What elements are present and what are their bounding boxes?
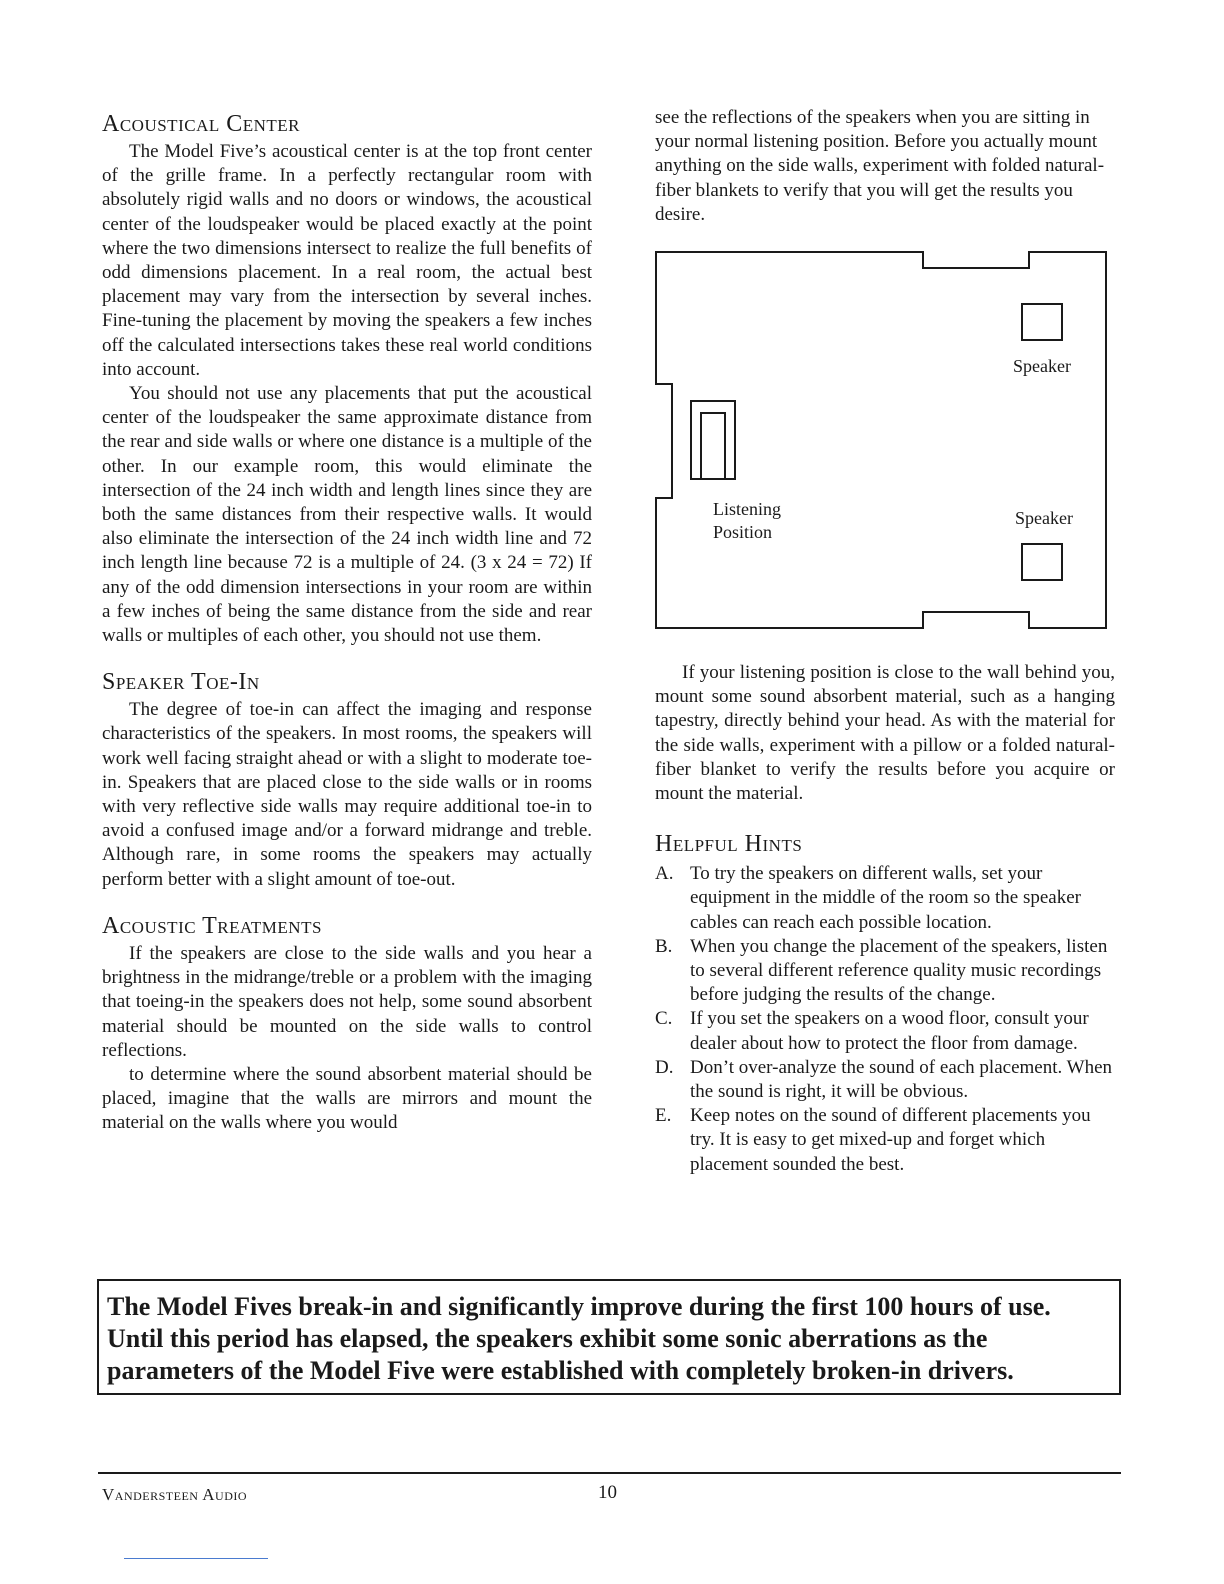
list-item-text: Keep notes on the sound of different placements you try. It is easy to get mixed-up and forget which placement sounded the best.: [690, 1105, 1091, 1175]
section-helpful-hints: [655, 830, 1115, 1177]
list-item-text: To try the speakers on different walls, set your equipment in the middle of the room so the speaker cables can reach each possible location.: [690, 863, 1081, 933]
door-top-shape: [922, 251, 1030, 269]
paragraph: to determine where the sound absorbent material should be placed, imagine that the walls are mirrors and mount the material on the walls where you would: [102, 1063, 592, 1134]
page-number: 10: [598, 1482, 617, 1503]
list-marker: E.: [655, 1105, 672, 1127]
left-column: [102, 110, 592, 1136]
paragraph: The Model Five’s acoustical center is at the top front center of the grille frame. In a perfectly rectangular room with absolutely rigid walls and no doors or windows, the acoustical center of the loudspeaker would be placed exactly at the point where the two dimensions intersect to realize the full benefits of odd dimensions placement. In a real room, the actual best placement may vary from the intersection by several inches. Fine-tuning the placement by moving the speakers a few inches off the calculated intersections takes these real world conditions into account.: [102, 141, 592, 380]
after-diagram-paragraph: If your listening position is close to the wall behind you, mount some sound absorbent material, such as a hanging tapestry, directly behind your head. As with the material for the side walls, experiment with a pillow or a folded natural-fiber blanket to verify the results before you acquire or mount the material.: [655, 662, 1115, 805]
section-acoustical-center: [102, 110, 592, 648]
section-speaker-toe-in: [102, 668, 592, 892]
speaker-top-label: Speaker: [1013, 356, 1071, 377]
section-acoustic-treatments: [102, 912, 592, 1136]
door-bottom-shape: [922, 611, 1030, 629]
list-item-text: Don’t over-analyze the sound of each placement. When the sound is right, it will be obvious.: [690, 1056, 1113, 1103]
heading-helpful-hints: Helpful Hints: [655, 831, 803, 858]
list-item: [655, 862, 1115, 935]
room-diagram: [655, 251, 1107, 629]
speaker-bottom-label: Speaker: [1015, 508, 1073, 529]
list-item: [655, 1056, 1115, 1104]
speaker-bottom-shape: [1021, 543, 1063, 581]
paragraph: The degree of toe-in can affect the imaging and response characteristics of the speakers. In most rooms, the speakers will work well facing straight ahead or with a slight to moderate toe-in. Speakers that are placed close to the side walls or in rooms with very reflective side walls may require additional toe-in to avoid a confused image and/or a forward midrange and treble. Although rare, in some rooms the speakers may actually perform better with a slight amount of toe-out.: [102, 699, 592, 890]
listening-chair-inner-shape: [700, 412, 726, 480]
list-item: [655, 1104, 1115, 1177]
list-marker: A.: [655, 863, 674, 885]
list-marker: C.: [655, 1008, 673, 1030]
listening-label-line1: Listening: [713, 499, 781, 520]
link-underline-decoration: [124, 1558, 268, 1559]
heading-acoustical-center: Acoustical Center: [102, 111, 301, 137]
heading-speaker-toe-in: Speaker Toe-In: [102, 669, 260, 696]
list-marker: D.: [655, 1056, 674, 1078]
paragraph: You should not use any placements that put the acoustical center of the loudspeaker the same approximate distance from the rear and side walls or where one distance is a multiple of the other. In our example room, this would eliminate the intersection of the 24 inch width and length lines since they are both the same distances from their respective walls. It would also eliminate the intersection of the 24 inch width line and 72 inch length line because 72 is a multiple of 24. (3 x 24 = 72) If any of the odd dimension intersections in your room are within a few inches of being the same distance from the side and rear walls or multiples of each other, you should not use them.: [102, 383, 592, 647]
continuation-paragraph: see the reflections of the speakers when you are sitting in your normal listening position. Before you actually mount anything on the side walls, experiment with folded natural-fiber blankets to verify that you will get the results you desire.: [655, 107, 1105, 225]
door-left-shape: [655, 383, 673, 499]
list-item: [655, 935, 1115, 1008]
list-item-text: If you set the speakers on a wood floor, consult your dealer about how to protect the floor from damage.: [690, 1008, 1089, 1054]
break-in-notice: The Model Fives break-in and significantly improve during the first 100 hours of use. Until this period has elapsed, the speakers exhibit some sonic aberrations as the parameters of the Model Five were established with completely broken-in drivers.: [97, 1279, 1121, 1395]
list-item-text: When you change the placement of the speakers, listen to several different reference quality music recordings before judging the results of the change.: [690, 935, 1108, 1006]
footer-divider: [98, 1472, 1121, 1474]
list-marker: B.: [655, 935, 673, 957]
footer-brand: Vandersteen Audio: [102, 1485, 248, 1504]
speaker-top-shape: [1021, 303, 1063, 341]
paragraph: If the speakers are close to the side walls and you hear a brightness in the midrange/treble or a problem with the imaging that toeing-in the speakers does not help, some sound absorbent material should be mounted on the side walls to control reflections.: [102, 942, 592, 1061]
right-column: [655, 106, 1115, 1177]
heading-acoustic-treatments: Acoustic Treatments: [102, 912, 322, 939]
list-item: [655, 1007, 1115, 1055]
listening-label-line2: Position: [713, 522, 773, 543]
hints-list: [655, 862, 1115, 1177]
